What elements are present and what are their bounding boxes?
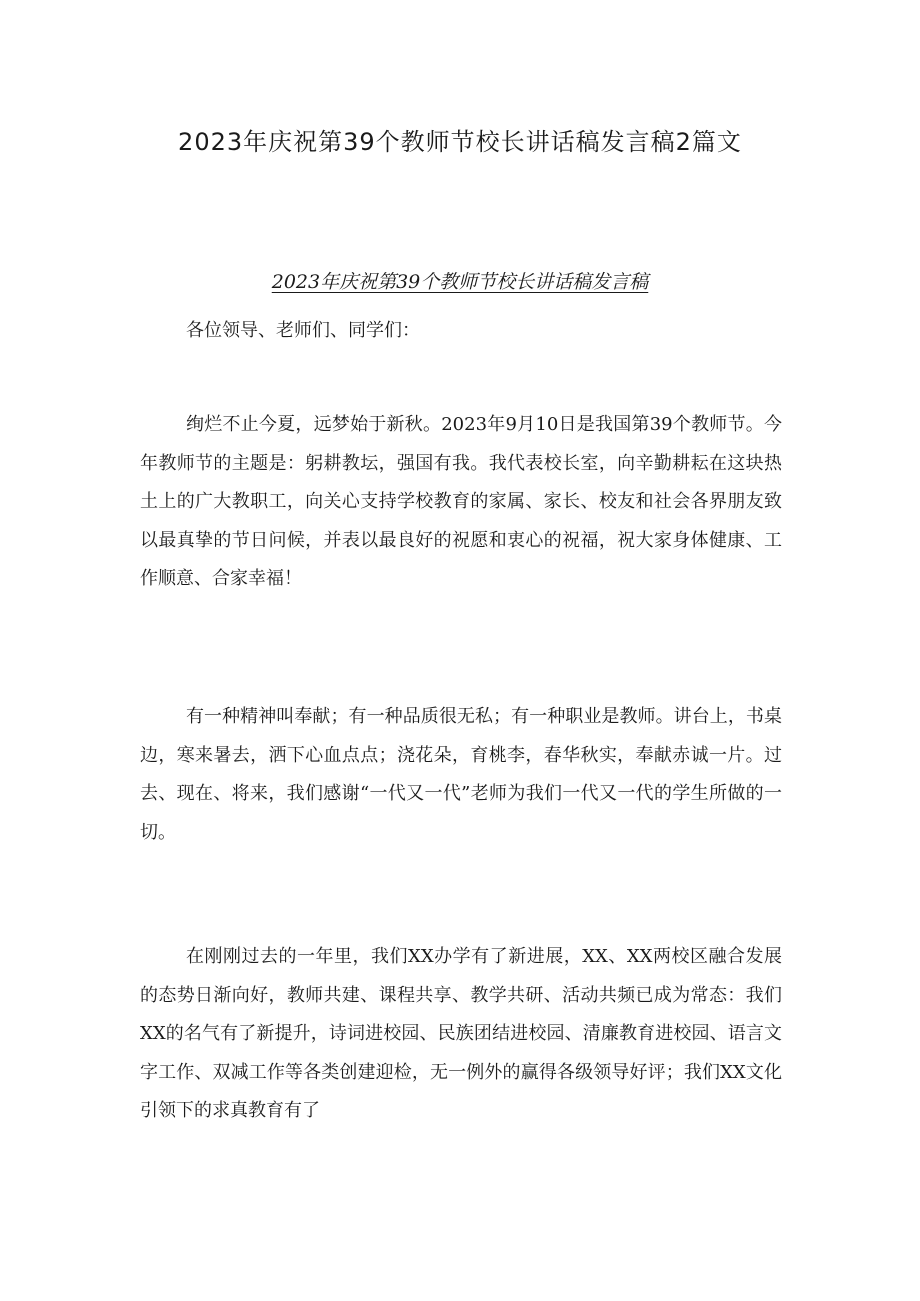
speech-greeting: 各位领导、老师们、同学们： [186,320,420,341]
paragraph-2: 有一种精神叫奉献；有一种品质很无私；有一种职业是教师。讲台上，书桌边，寒来暑去，洒下心血点点；浇花朵，育桃李，春华秋实，奉献赤诚一片。过去、现在、将来，我们感谢“一代又一代”老师为我们一代又一代的学生所做的一切。 [140,706,782,843]
document-title: 2023年庆祝第39个教师节校长讲话稿发言稿2篇文 [178,128,742,156]
paragraph-3: 在刚刚过去的一年里，我们XX办学有了新进展，XX、XX两校区融合发展的态势日渐向好，教师共建、课程共享、教学共研、活动共频已成为常态：我们XX的名气有了新提升，诗词进校园、民族团结进校园、清廉教育进校园、语言文字工作、双减工作等各类创建迎检，无一例外的赢得各级领导好评；我们XX文化引领下的求真教育有了 [140,946,782,1121]
paragraph-1: 绚烂不止今夏，远梦始于新秋。2023年9月10日是我国第39个教师节。今年教师节的主题是：躬耕教坛，强国有我。我代表校长室，向辛勤耕耘在这块热土上的广大教职工，向关心支持学校教育的家属、家长、校友和社会各界朋友致以最真挚的节日问候，并表以最良好的祝愿和衷心的祝福，祝大家身体健康、工作顺意、合家幸福！ [140,414,782,589]
speech-subtitle: 2023年庆祝第39个教师节校长讲话稿发言稿 [271,271,649,293]
